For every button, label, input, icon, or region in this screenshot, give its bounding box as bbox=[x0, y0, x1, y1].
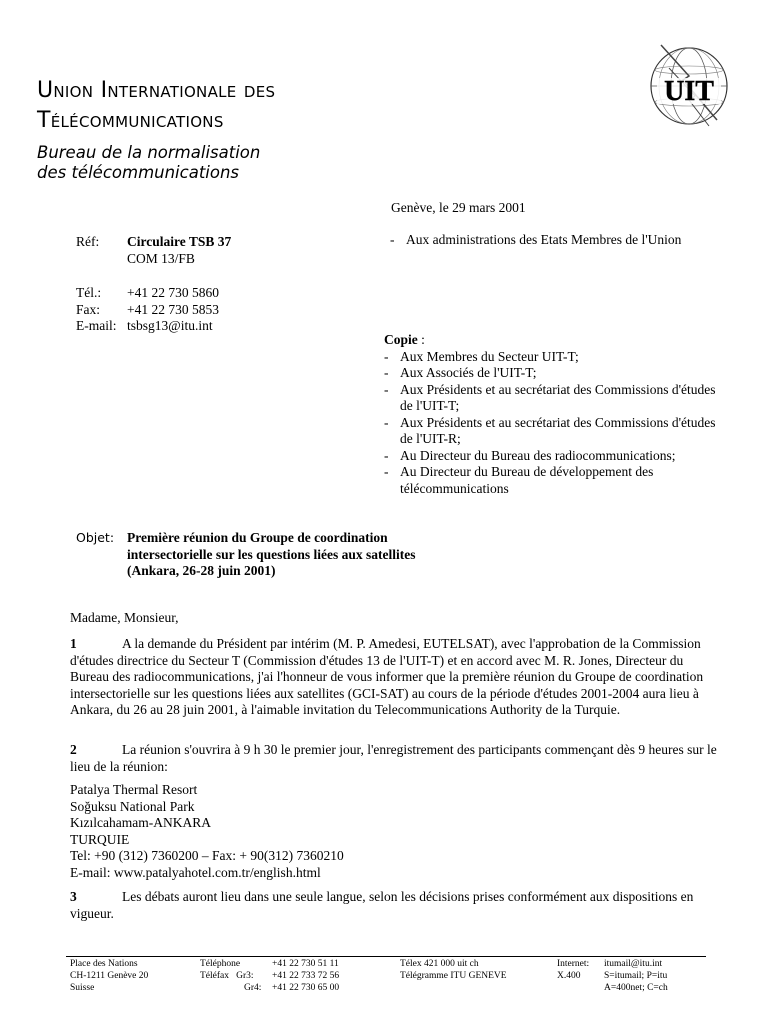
venue-line: Kızılcahamam-ANKARA bbox=[70, 815, 211, 830]
venue-link[interactable]: E-mail: www.patalyahotel.com.tr/english.html bbox=[70, 864, 321, 880]
footer-line: Place des Nations bbox=[70, 959, 138, 969]
footer-internet-values bbox=[604, 958, 668, 994]
copy-heading bbox=[384, 332, 724, 349]
footer-line: Télex 421 000 uit ch bbox=[400, 959, 479, 969]
paragraph-number: 2 bbox=[70, 742, 77, 757]
contact-row-phone bbox=[76, 285, 219, 302]
paragraph-text: A la demande du Président par intérim (M. P. Amedesi, EUTELSAT), avec l'approbation de la Commission d'études directrice du Secteur T (Commission d'études 13 de l'UIT-T) et en accord avec M. R. Jones, Directeur du Bureau des radiocommunications, j'ai l'honneur de vous informer que la première réunion du Groupe de coordination intersectorielle sur les questions liées aux satellites (GCI-SAT) au cours de la période d'études 2001-2004 aura lieu à Ankara, du 26 au 28 juin 2001, à l'aimable invitation du Telecommunications Authority de la Turquie. bbox=[70, 636, 704, 717]
venue-line: TURQUIE bbox=[70, 831, 130, 847]
reference-value bbox=[127, 234, 231, 267]
footer-line: Téléphone bbox=[200, 959, 241, 969]
subject-line3: (Ankara, 26-28 juin 2001) bbox=[127, 563, 276, 578]
paragraph-3 bbox=[70, 889, 720, 922]
copy-label: Copie bbox=[384, 332, 418, 347]
contact-email[interactable]: tsbsg13@itu.int bbox=[127, 318, 213, 333]
copy-item-text: Au Directeur du Bureau de développement des télécommunications bbox=[400, 464, 654, 496]
organization-name bbox=[37, 76, 275, 136]
reference-label: Réf: bbox=[76, 234, 100, 249]
copy-list bbox=[384, 332, 724, 497]
venue-address bbox=[70, 782, 720, 881]
list-item: - Au Directeur du Bureau des radiocommunications; bbox=[384, 447, 676, 463]
contact-label: Fax: bbox=[76, 301, 101, 317]
paragraph-number: 1 bbox=[70, 636, 77, 651]
footer-line: Téléfax Gr3: bbox=[200, 971, 254, 981]
addressee-item bbox=[384, 232, 704, 249]
subject-text bbox=[127, 530, 415, 580]
contact-value: +41 22 730 5860 bbox=[127, 285, 219, 300]
paragraph-1 bbox=[70, 636, 720, 719]
contact-value: +41 22 730 5853 bbox=[127, 301, 219, 317]
footer-line: Suisse bbox=[70, 983, 95, 993]
com-reference: COM 13/FB bbox=[127, 250, 195, 266]
footer-telex bbox=[400, 958, 507, 982]
bureau-name bbox=[37, 143, 260, 183]
copy-item-text: Aux Présidents et au secrétariat des Commissions d'études de l'UIT-T; bbox=[400, 381, 716, 413]
list-item: - Aux Présidents et au secrétariat des Commissions d'études de l'UIT-R; bbox=[384, 415, 724, 448]
addressee-list bbox=[384, 232, 704, 249]
list-item: - Aux Associés de l'UIT-T; bbox=[384, 365, 537, 380]
footer-divider bbox=[66, 956, 706, 957]
footer-internet-labels bbox=[557, 958, 589, 982]
footer-email[interactable]: itumail@itu.int bbox=[604, 959, 663, 969]
circular-number: Circulaire TSB 37 bbox=[127, 234, 232, 249]
venue-line: Patalya Thermal Resort bbox=[70, 782, 198, 797]
copy-item-text: Au Directeur du Bureau des radiocommunications; bbox=[400, 447, 676, 463]
list-item: - Aux Présidents et au secrétariat des Commissions d'études de l'UIT-T; bbox=[384, 382, 724, 415]
copy-label-suffix: : bbox=[417, 332, 425, 347]
list-item: - Au Directeur du Bureau de développement des télécommunications bbox=[384, 464, 724, 497]
paragraph-number: 3 bbox=[70, 889, 77, 904]
footer-line: A=400net; C=ch bbox=[604, 983, 668, 993]
subject-line1: Première réunion du Groupe de coordination bbox=[127, 530, 388, 545]
footer-line: Internet: bbox=[557, 959, 590, 969]
footer-line: Gr4: bbox=[244, 983, 262, 993]
footer-line: +41 22 730 51 11 bbox=[272, 959, 339, 969]
venue-line: Soğuksu National Park bbox=[70, 798, 195, 814]
footer-line: S=itumail; P=itu bbox=[604, 971, 668, 981]
paragraph-text: Les débats auront lieu dans une seule langue, selon les décisions prises conformément aux dispositions en vigueur. bbox=[70, 889, 694, 921]
copy-item-text: Aux Associés de l'UIT-T; bbox=[400, 365, 537, 380]
contact-label: Tél.: bbox=[76, 285, 102, 300]
footer-line: Télégramme ITU GENEVE bbox=[400, 971, 507, 981]
uit-logo bbox=[643, 40, 735, 132]
footer-address bbox=[70, 958, 148, 994]
addressee-text: Aux administrations des Etats Membres de l'Union bbox=[406, 232, 682, 247]
footer-line: +41 22 730 65 00 bbox=[272, 983, 340, 993]
subject-label: Objet: bbox=[76, 530, 115, 545]
paragraph-text: La réunion s'ouvrira à 9 h 30 le premier jour, l'enregistrement des participants commençant dès 9 heures sur le lieu de la réunion: bbox=[70, 742, 717, 774]
footer-line: X.400 bbox=[557, 971, 581, 981]
copy-item-text: Aux Membres du Secteur UIT-T; bbox=[400, 348, 579, 364]
bureau-name-line2: des télécommunications bbox=[37, 163, 240, 182]
contact-block bbox=[76, 285, 219, 335]
venue-line: Tel: +90 (312) 7360200 – Fax: + 90(312) 7360210 bbox=[70, 848, 344, 863]
copy-item-text: Aux Présidents et au secrétariat des Commissions d'études de l'UIT-R; bbox=[400, 414, 716, 446]
paragraph-2 bbox=[70, 742, 720, 775]
letter-date: Genève, le 29 mars 2001 bbox=[391, 200, 526, 215]
list-item: - Aux Membres du Secteur UIT-T; bbox=[384, 348, 579, 364]
footer-phone-values bbox=[272, 958, 339, 994]
list-dash: - bbox=[390, 232, 395, 247]
subject-line2: intersectorielle sur les questions liées aux satellites bbox=[127, 546, 416, 562]
org-name-line1: Union Internationale des bbox=[37, 78, 276, 103]
bureau-name-line1: Bureau de la normalisation bbox=[37, 143, 261, 162]
org-name-line2: Télécommunications bbox=[37, 108, 224, 133]
contact-row-email bbox=[76, 318, 219, 335]
contact-row-fax bbox=[76, 302, 219, 319]
footer-line: +41 22 733 72 56 bbox=[272, 971, 340, 981]
footer-line: CH-1211 Genève 20 bbox=[70, 971, 149, 981]
contact-label: E-mail: bbox=[76, 318, 117, 333]
logo-text: UIT bbox=[664, 76, 714, 107]
salutation: Madame, Monsieur, bbox=[70, 610, 179, 625]
footer-phone-labels bbox=[200, 958, 261, 994]
